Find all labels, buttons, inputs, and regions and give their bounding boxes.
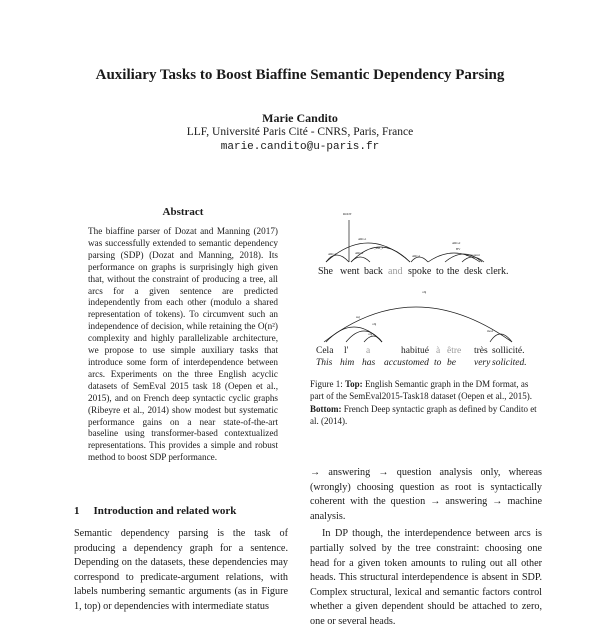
author-name: Marie Candito bbox=[262, 111, 338, 125]
label-arg2: ARG2 bbox=[452, 241, 461, 245]
arc-went-she bbox=[326, 255, 349, 262]
intro-text: Semantic dependency parsing is the task of producing a dependency graph for a sentence. Depending on the datasets, these dependencies may correspond to predicate-argument relations, with labels numbering semantic arguments (as in Figure 1, top) or dependencies with intermediate status bbox=[74, 528, 288, 612]
word: She bbox=[318, 266, 333, 277]
section-title: Introduction and related work bbox=[93, 505, 237, 517]
gloss-word: to bbox=[434, 358, 442, 368]
label-arg1: ARG1 bbox=[328, 252, 337, 256]
paragraph: → answering → question analysis only, whereas (wrongly) choosing question as root is syntactically coherent with the question → answering → machine analysis. bbox=[310, 467, 542, 522]
section-number: 1 bbox=[74, 505, 80, 517]
word: a bbox=[366, 346, 371, 356]
word: habitué bbox=[401, 346, 429, 356]
label-and-c: _and_c bbox=[374, 246, 384, 250]
word: à bbox=[436, 346, 441, 356]
label-arg1: ARG1 bbox=[412, 254, 421, 258]
author-affiliation: LLF, Université Paris Cité - CNRS, Paris, France bbox=[186, 126, 414, 138]
arc-spoke-she bbox=[326, 243, 410, 262]
caption-top-label: Top: bbox=[345, 379, 363, 389]
bottom-sentence bbox=[316, 346, 524, 356]
word: back bbox=[364, 266, 383, 277]
author-email[interactable]: marie.candito@u-paris.fr bbox=[220, 141, 380, 153]
abstract-text: The biaffine parser of Dozat and Manning (2017) was successfully extended to semantic dependency parsing (SDP) (Dozat and Manning, 2018). Its performance on graphs is surprisingly high given that, without the constraint of producing a tree, all arcs for a given sentence are predicted independently from each other (modulo a shared representation of tokens). To circumvent such an independence of decision, while retaining the O(n²) complexity and highly parallelizable architecture, we propose to use simple auxiliary tasks that introduce some form of interdependence between arcs. Experiments on the three English acyclic datasets of SemEval 2015 task 18 (Oepen et al., 2015), and on French deep syntactic cyclic graphs (Ribeyre et al., 2014) show modest but systematic performance gains on a near state-of-the-art baseline using transformer-based contextualized representations. This provides a simple and robust method to boost SDP performance. bbox=[88, 226, 278, 463]
label-obj: obj bbox=[422, 290, 427, 294]
label-arg1: ARG1 bbox=[355, 251, 364, 255]
word: sollicité. bbox=[492, 346, 525, 356]
paragraph: In DP though, the interdependence between arcs is partially solved by the tree constraint: choosing one head for a given token amounts to ruling out all other heads. This structural interdependence is absent in SDP. Complex structural, lexical and semantic factors control whether a given dependent should be attached to zero, one or several heads. bbox=[310, 528, 542, 627]
label-mod: mod bbox=[487, 329, 494, 333]
label-obj: obj bbox=[372, 322, 377, 326]
caption-bottom-label: Bottom: bbox=[310, 403, 342, 414]
arc-obj-aux bbox=[364, 336, 382, 342]
word: went bbox=[340, 266, 360, 277]
arc-mod bbox=[490, 334, 512, 342]
word: and bbox=[388, 266, 403, 277]
word: desk bbox=[464, 266, 483, 277]
figure-1-dependency-graphs bbox=[304, 202, 544, 372]
bottom-gloss bbox=[316, 358, 527, 368]
gloss-word: accustomed bbox=[384, 358, 429, 368]
arc-obj-long bbox=[324, 307, 512, 342]
label-suj: suj bbox=[356, 315, 360, 319]
word: très bbox=[474, 346, 488, 356]
figure-caption bbox=[310, 378, 542, 427]
gloss-word: be bbox=[447, 358, 456, 368]
gloss-word: him bbox=[340, 358, 355, 368]
gloss-word: has bbox=[362, 358, 376, 368]
word: clerk. bbox=[486, 266, 509, 277]
abstract-heading: Abstract bbox=[162, 206, 204, 218]
word: to bbox=[436, 266, 444, 277]
section-heading bbox=[74, 505, 236, 517]
gloss-word: very bbox=[474, 358, 491, 368]
caption-label: Figure 1: bbox=[310, 379, 343, 389]
word: Cela bbox=[316, 346, 334, 356]
caption-top-text: English Semantic graph in the DM format, as part of the SemEval2015-Task18 dataset (Oepen et al., 2015). bbox=[310, 379, 533, 402]
label-compound: compound bbox=[466, 253, 480, 257]
label-root: ROOT bbox=[343, 212, 352, 216]
right-column-text bbox=[310, 466, 542, 630]
caption-bottom-text: French Deep syntactic graph as defined by Candito et al. (2014). bbox=[310, 403, 537, 426]
top-sentence bbox=[318, 266, 509, 277]
label-arg1: ARG1 bbox=[358, 237, 367, 241]
word: être bbox=[447, 346, 462, 356]
label-bv: BV bbox=[456, 247, 461, 251]
word: spoke bbox=[408, 266, 432, 277]
label-obj: obj bbox=[368, 332, 373, 336]
word: l' bbox=[344, 346, 349, 356]
gloss-word: This bbox=[316, 358, 333, 368]
paper-title: Auxiliary Tasks to Boost Biaffine Semantic Dependency Parsing bbox=[95, 67, 505, 83]
word: the bbox=[447, 266, 460, 277]
gloss-word: solicited. bbox=[492, 358, 527, 368]
top-labels bbox=[328, 212, 480, 258]
